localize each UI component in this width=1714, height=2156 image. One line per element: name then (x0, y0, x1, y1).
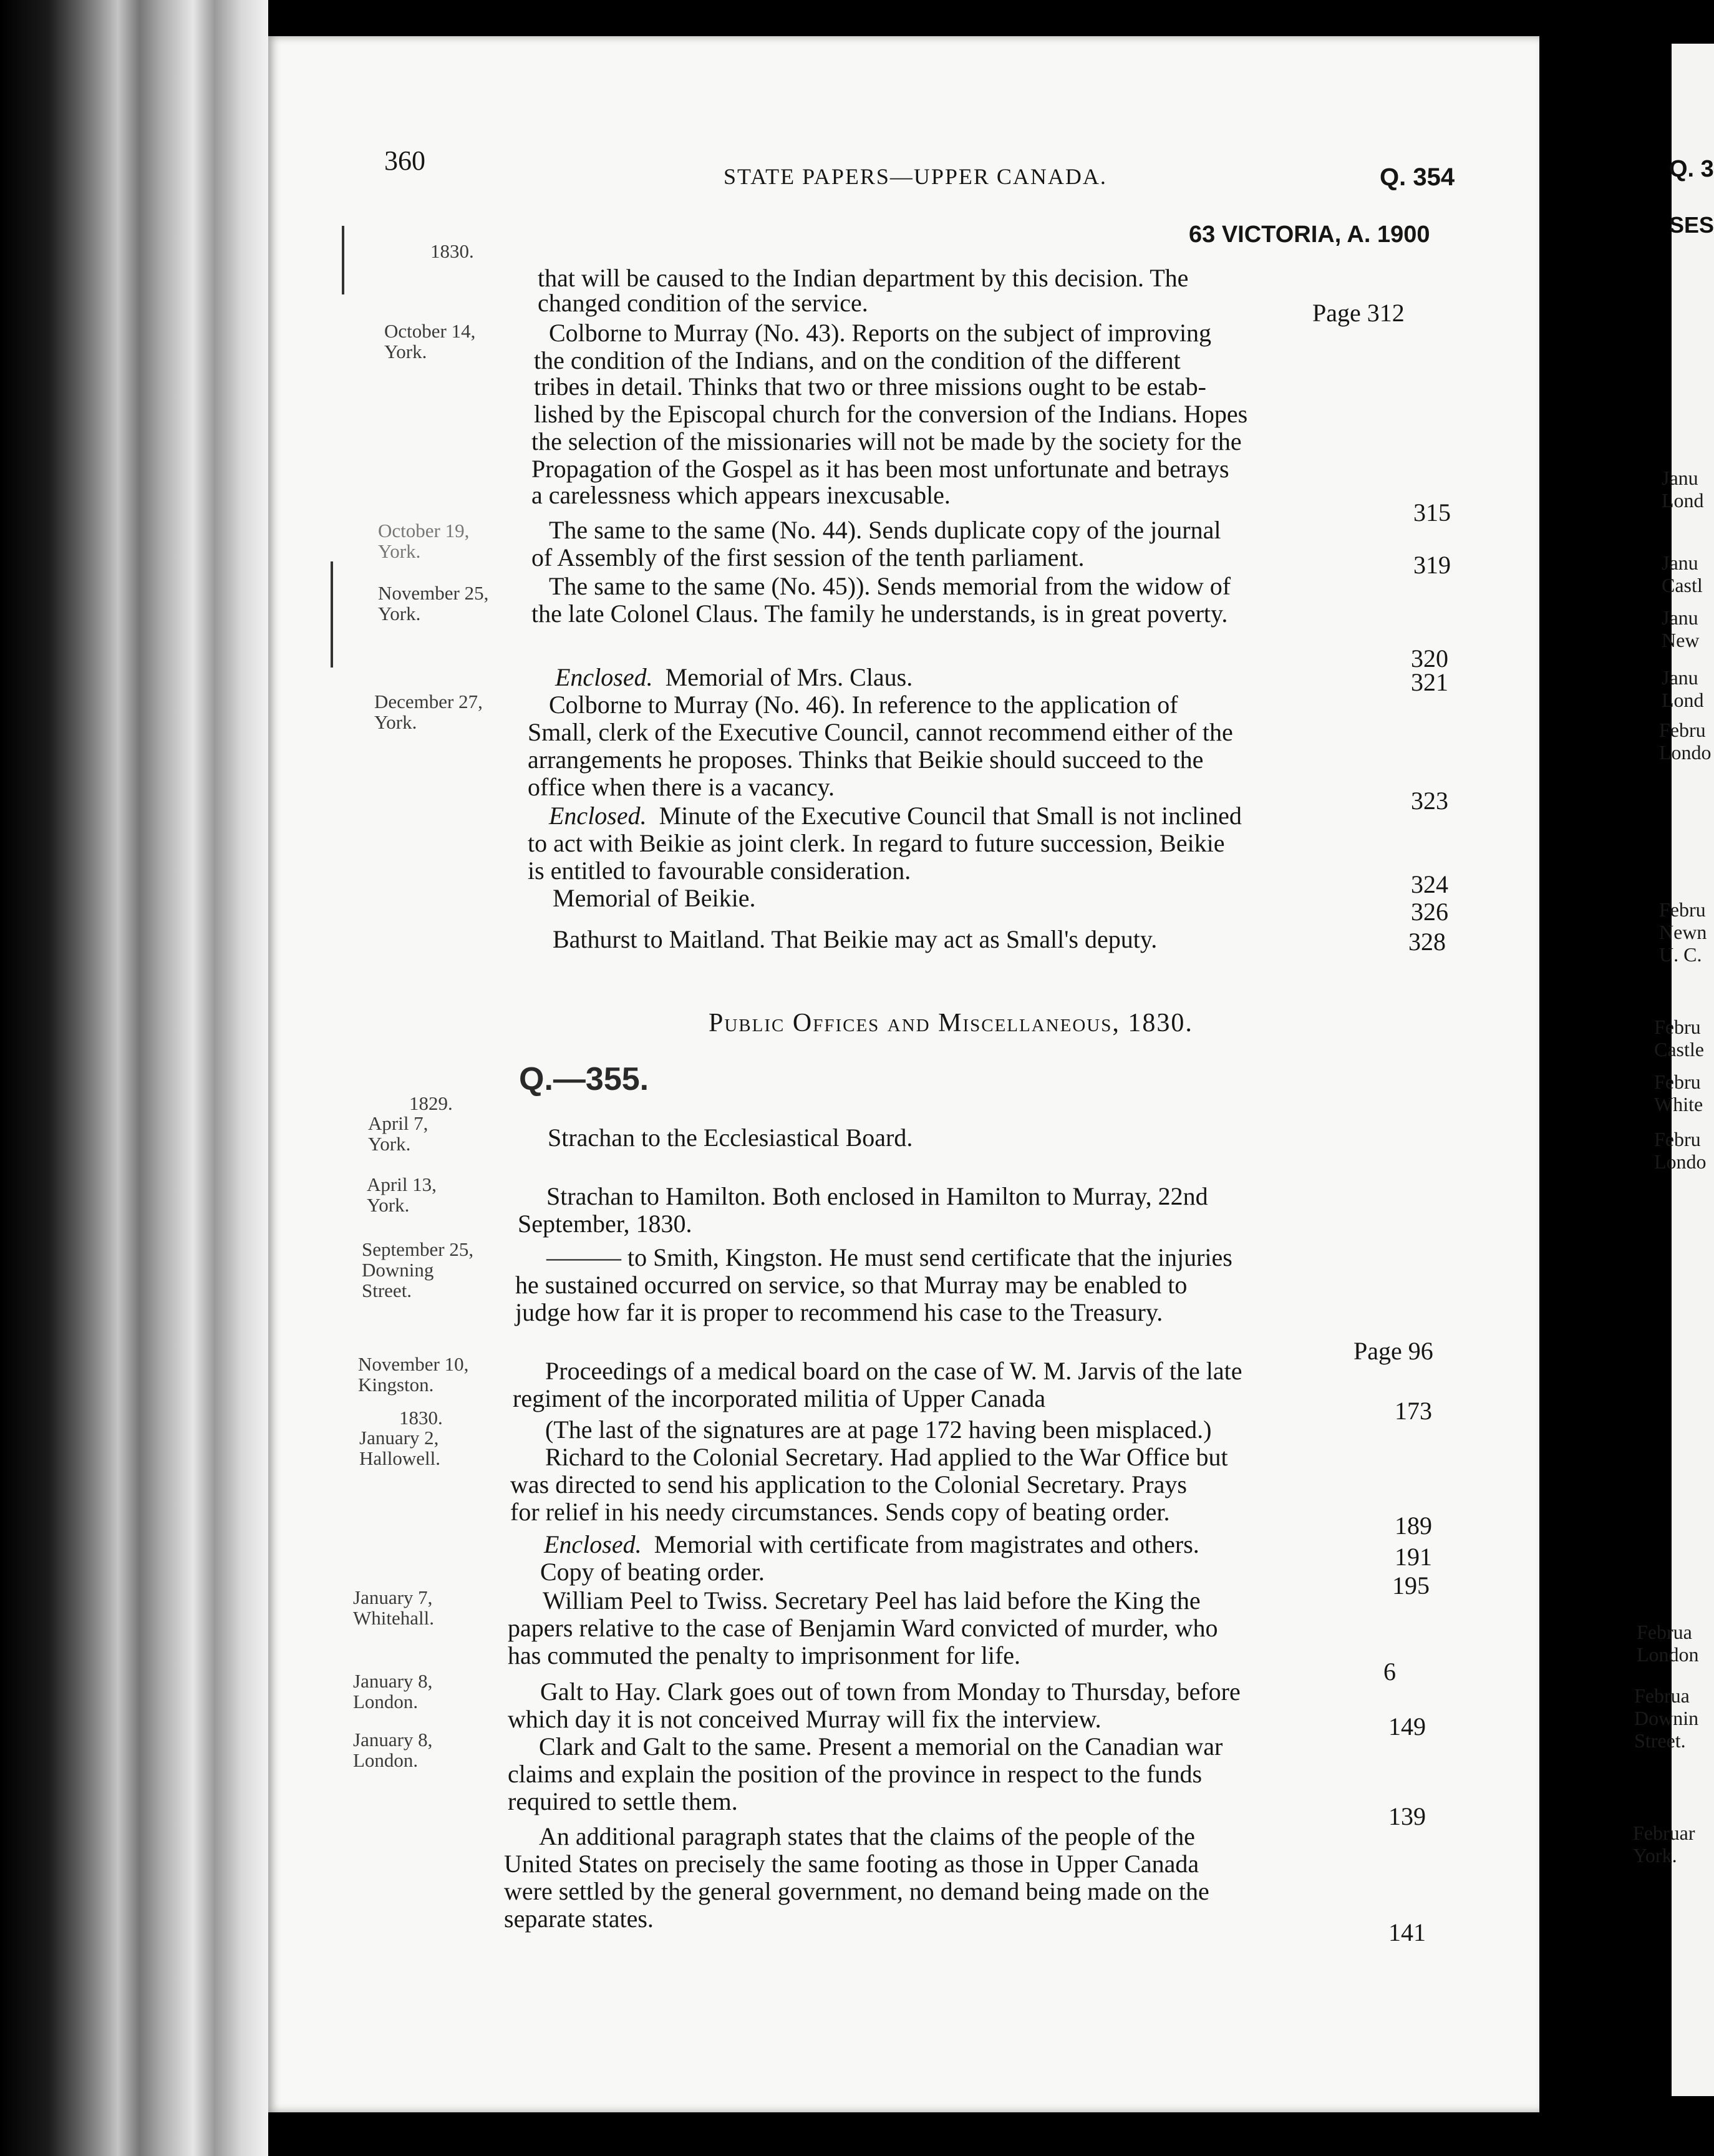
text-line: were settled by the general government, no demand being made on the (504, 1877, 1209, 1905)
enclosed-label: Enclosed. (555, 663, 653, 691)
text-line: William Peel to Twiss. Secretary Peel has laid before the King the (543, 1586, 1201, 1615)
text-line: a carelessness which appears inexcusable. (531, 481, 951, 509)
text-line: (The last of the signatures are at page 172 having been misplaced.) (545, 1415, 1212, 1444)
text-line: is entitled to favourable consideration. (528, 857, 911, 885)
margin-date: October 19, York. (378, 520, 470, 562)
margin-date: January 2, Hallowell. (359, 1427, 440, 1469)
right-page-header: Q. 3 (1669, 156, 1714, 182)
text-line: office when there is a vacancy. (528, 773, 835, 801)
margin-date: April 13, York. (367, 1173, 437, 1216)
page-ref: 319 (1413, 551, 1451, 579)
text-line: Strachan to the Ecclesiastical Board. (548, 1124, 913, 1152)
text-line: Strachan to Hamilton. Both enclosed in Hamilton to Murray, 22nd (546, 1182, 1208, 1210)
margin-fragment: Februa London (1637, 1621, 1699, 1666)
text-line: separate states. (504, 1905, 654, 1933)
text-line: Memorial of Beikie. (553, 884, 756, 912)
text-line: The same to the same (No. 44). Sends duplicate copy of the journal (549, 516, 1221, 544)
page-ref: 323 (1411, 787, 1448, 815)
text-line: The same to the same (No. 45)). Sends memorial from the widow of (549, 572, 1231, 600)
enclosed-label: Enclosed. (544, 1530, 642, 1558)
right-page-header: SES (1669, 212, 1714, 238)
section-heading: Public Offices and Miscellaneous, 1830. (709, 1009, 1193, 1037)
text-line: Bathurst to Maitland. That Beikie may act as Small's deputy. (553, 925, 1158, 953)
text-line: lished by the Episcopal church for the conversion of the Indians. Hopes (534, 400, 1248, 428)
text-line: the condition of the Indians, and on the condition of the different (534, 346, 1181, 374)
page-ref: 321 (1411, 668, 1448, 696)
text-line: Copy of beating order. (540, 1558, 765, 1586)
volume-label: Q. 354 (1380, 163, 1455, 191)
margin-fragment: Febru White (1654, 1071, 1703, 1115)
margin-rule (342, 226, 344, 294)
enclosed-label: Enclosed. (549, 802, 647, 830)
margin-date: December 27, York. (374, 691, 483, 733)
text-line: regiment of the incorporated militia of Upper Canada (513, 1384, 1046, 1412)
page-ref: 191 (1395, 1543, 1432, 1571)
text-line: Memorial of Mrs. Claus. (665, 663, 913, 691)
page-ref: Page 96 (1353, 1337, 1433, 1365)
margin-fragment: Janu Lond (1662, 467, 1704, 512)
margin-date: April 7, York. (368, 1112, 428, 1155)
text-line: he sustained occurred on service, so that Murray may be enabled to (515, 1271, 1188, 1299)
session-label: 63 VICTORIA, A. 1900 (1189, 221, 1430, 248)
book-spine (0, 0, 268, 2156)
page-ref: 6 (1383, 1658, 1396, 1686)
text-line: which day it is not conceived Murray will fix the interview. (508, 1705, 1102, 1733)
page-ref: 149 (1388, 1712, 1426, 1741)
text-line: changed condition of the service. (538, 289, 868, 317)
text-line: papers relative to the case of Benjamin Ward convicted of murder, who (508, 1614, 1218, 1642)
margin-date: January 8, London. (353, 1670, 433, 1712)
text-line: ——— to Smith, Kingston. He must send certificate that the injuries (546, 1243, 1232, 1271)
margin-date: November 25, York. (378, 582, 489, 624)
page-ref: 195 (1392, 1571, 1430, 1600)
text-line: to act with Beikie as joint clerk. In regard to future succession, Beikie (528, 829, 1225, 857)
text-line: United States on precisely the same footing as those in Upper Canada (504, 1850, 1199, 1878)
page-ref: 173 (1395, 1397, 1432, 1425)
margin-fragment: Febru Castle (1654, 1016, 1704, 1061)
text-line: Clark and Galt to the same. Present a memorial on the Canadian war (539, 1732, 1223, 1760)
text-line: Small, clerk of the Executive Council, cannot recommend either of the (528, 718, 1233, 746)
text-line: the selection of the missionaries will not be made by the society for the (531, 427, 1242, 455)
text-line: September, 1830. (518, 1210, 692, 1238)
text-line: An additional paragraph states that the claims of the people of the (539, 1822, 1195, 1850)
text-line: that will be caused to the Indian department by this decision. The (538, 264, 1189, 292)
year-label: 1830. (430, 240, 474, 262)
volume-heading: Q.—355. (519, 1061, 649, 1097)
running-title: STATE PAPERS—UPPER CANADA. (724, 164, 1107, 189)
text-line: Memorial with certificate from magistrates and others. (654, 1530, 1199, 1558)
text-line: has commuted the penalty to imprisonment for life. (508, 1641, 1021, 1669)
text-line: the late Colonel Claus. The family he understands, is in great poverty. (531, 600, 1228, 628)
margin-fragment: Febru Londo (1659, 719, 1712, 764)
margin-date: November 10, Kingston. (358, 1353, 469, 1396)
text-line: Galt to Hay. Clark goes out of town from Monday to Thursday, before (540, 1678, 1241, 1706)
text-line: of Assembly of the first session of the tenth parliament. (531, 543, 1085, 571)
margin-fragment: Februa Downin Street. (1634, 1684, 1699, 1752)
text-line (555, 664, 913, 691)
text-line: Propagation of the Gospel as it has been most unfortunate and betrays (531, 455, 1229, 483)
text-line: Proceedings of a medical board on the case of W. M. Jarvis of the late (545, 1357, 1242, 1385)
text-line: Minute of the Executive Council that Small is not inclined (659, 802, 1242, 830)
text-line: required to settle them. (508, 1787, 738, 1815)
page-ref: 189 (1395, 1512, 1432, 1540)
margin-fragment: Janu Lond (1662, 666, 1704, 711)
year-label: 1830. (399, 1407, 443, 1429)
page-ref: 326 (1411, 898, 1448, 926)
page-ref: 141 (1388, 1918, 1426, 1946)
margin-fragment: Februar York. (1633, 1822, 1695, 1867)
margin-date: October 14, York. (384, 320, 476, 362)
text-line: was directed to send his application to the Colonial Secretary. Prays (510, 1470, 1187, 1498)
page-number: 360 (384, 145, 425, 176)
margin-rule (331, 561, 333, 668)
text-line: Richard to the Colonial Secretary. Had applied to the War Office but (545, 1443, 1228, 1471)
text-line: arrangements he proposes. Thinks that Beikie should succeed to the (528, 745, 1204, 774)
text-line: tribes in detail. Thinks that two or three missions ought to be estab- (534, 372, 1206, 401)
margin-fragment: Febru Londo (1654, 1128, 1707, 1173)
margin-fragment: Janu Castl (1662, 551, 1703, 596)
text-line (544, 1531, 1199, 1558)
page-ref: 320 (1411, 644, 1448, 673)
page-ref: Page 312 (1312, 299, 1405, 327)
text-line (549, 802, 1242, 830)
margin-fragment: Janu New (1662, 606, 1700, 651)
text-line: claims and explain the position of the province in respect to the funds (508, 1760, 1203, 1788)
page-ref: 324 (1411, 870, 1448, 898)
text-line: Colborne to Murray (No. 46). In reference to the application of (549, 691, 1178, 719)
text-line: judge how far it is proper to recommend his case to the Treasury. (515, 1298, 1163, 1326)
margin-date: January 8, London. (353, 1729, 433, 1771)
margin-fragment: Febru Newn U. C. (1659, 898, 1707, 966)
text-line: for relief in his needy circumstances. Sends copy of beating order. (510, 1498, 1170, 1526)
margin-date: January 7, Whitehall. (353, 1586, 434, 1629)
text-line: Colborne to Murray (No. 43). Reports on the subject of improving (549, 319, 1212, 347)
margin-date: September 25, Downing Street. (362, 1238, 474, 1301)
page-ref: 139 (1388, 1802, 1426, 1830)
right-page-paper (1672, 44, 1714, 2096)
year-label: 1829. (409, 1092, 453, 1114)
page-ref: 328 (1408, 928, 1446, 956)
page-ref: 315 (1413, 498, 1451, 527)
